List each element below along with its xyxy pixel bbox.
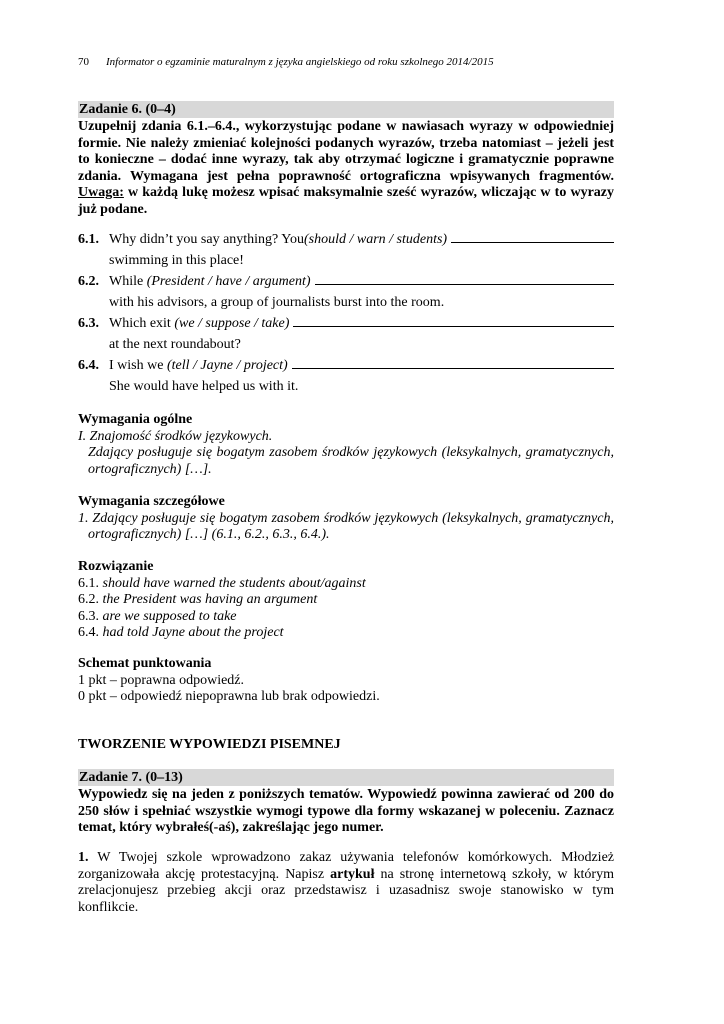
solution-answer: 6.3. are we supposed to take: [78, 608, 237, 624]
detailed-requirements: [78, 494, 614, 544]
answer-blank-6-2[interactable]: [315, 271, 614, 285]
item-hint: (should / warn / students): [303, 232, 448, 247]
page-number: 70: [78, 56, 89, 68]
item-hint: (President / have / argument): [146, 274, 311, 289]
item-continuation: She would have helped us with it.: [109, 379, 299, 394]
item-continuation: at the next roundabout?: [109, 337, 241, 352]
page-header: [78, 56, 494, 68]
scoring-line: 0 pkt – odpowiedź niepoprawna lub brak odpowiedzi.: [78, 689, 380, 704]
section-heading: TWORZENIE WYPOWIEDZI PISEMNEJ: [78, 737, 341, 752]
item-continuation: with his advisors, a group of journalists burst into the room.: [109, 295, 445, 310]
task6-title: Zadanie 6. (0–4): [78, 101, 614, 118]
item-hint: (tell / Jayne / project): [166, 358, 288, 373]
detailed-requirements-text: 1. Zdający posługuje się bogatym zasobem środków językowych (leksykalnych, gramatycznych, ortograficznych) […] (6.1., 6.2., 6.3., 6.4.).: [78, 510, 614, 542]
document-page: 70 Informator o egzaminie maturalnym z języka angielskiego od roku szkolnego 2014/2015 Zadanie 6. (0–4) Uzupełnij zdania 6.1.–6.4., wykorzystując podane w nawiasach wyrazy w odpowiedniej formie. Nie należy zmieniać kolejności podanych wyrazów, trzeba natomiast – jeżeli jest to konieczne – dodać inne wyrazy, tak aby otrzymać logiczne i gramatycznie poprawne zdania. Wymagana jest pełna poprawność ortograficzna wpisywanych fragmentów. Uwaga: w każdą lukę możesz wpisać maksymalnie sześć wyrazów, wliczając w to wyrazy już podane. 6.1. Why didn’t you say anything? You (should / warn / students) swimming in this place! 6.2. While (President / have / argument) with his advisors, a group of journalists burst into the room. 6.3. Which exit (we / suppose / take) at the next roundabout? 6.4. I wish we (tell / Jayne / project) She would have helped us with it. Wymagania ogólne I. Znajomość środków językowych. Zdający posługuje się bogatym zasobem środków językowych (leksykalnych, gramatycznych, ortograficznych) […]. Wymagania szczegółowe 1. Zdający posługuje się bogatym zasobem środków językowych (leksykalnych, gramatycznych, ortograficznych) […] (6.1., 6.2., 6.3., 6.4.). Rozwiązanie 6.1. should have warned the students about/against 6.2. the President was having an argument 6.3. are we supposed to take 6.4. had told Jayne about the project Schemat punktowania 1 pkt – poprawna odpowiedź. 0 pkt – odpowiedź niepoprawna lub brak odpowiedzi. TWORZENIE WYPOWIEDZI PISEMNEJ Zadanie 7. (0–13) Wypowiedz się na jeden z poniższych tematów. Wypowiedź powinna zawierać od 200 do 250 słów i spełniać wszystkie wymogi typowe dla formy wskazanej w poleceniu. Zaznacz temat, który wybrałeś(-aś), zakreślając jego numer. 1. W Twojej szkole wprowadzono zakaz używania telefonów komórkowych. Młodzież zorganizowała akcję protestacyjną. Napisz artykuł na stronę internetową szkoły, w którym zrelacjonujesz przebieg akcji oraz przedstawisz i uzasadnisz swoje stanowisko w tym konflikcie.: [78, 56, 614, 915]
task7-instruction: Wypowiedz się na jeden z poniższych tematów. Wypowiedź powinna zawierać od 200 do 250 słów i spełniać wszystkie wymogi typowe dla formy wskazanej w poleceniu. Zaznacz temat, który wybrałeś(-aś), zakreślając jego numer.: [78, 787, 614, 835]
solution-answer: 6.4. had told Jayne about the project: [78, 625, 284, 640]
item-label: 6.3.: [78, 316, 99, 331]
topic-number[interactable]: 1.: [78, 850, 89, 865]
scoring-line: 1 pkt – poprawna odpowiedź.: [78, 672, 245, 688]
item-label: 6.1.: [78, 232, 99, 247]
answer-blank-6-4[interactable]: [292, 355, 614, 369]
item-label: 6.2.: [78, 274, 99, 289]
scoring-section: [78, 656, 614, 706]
general-requirements: [78, 412, 614, 478]
item-hint: (we / suppose / take): [174, 316, 290, 331]
solution-heading: Rozwiązanie: [78, 559, 154, 574]
uwaga-label: Uwaga:: [78, 185, 124, 200]
answer-blank-6-1[interactable]: [451, 229, 614, 243]
header-title: Informator o egzaminie maturalnym z języka angielskiego od roku szkolnego 2014/2015: [106, 56, 494, 68]
general-requirements-line2: Zdający posługuje się bogatym zasobem środków językowych (leksykalnych, gramatycznych, ortograficznych) […].: [88, 445, 614, 477]
scoring-heading: Schemat punktowania: [78, 656, 212, 671]
detailed-requirements-heading: Wymagania szczegółowe: [78, 494, 225, 509]
item-continuation: swimming in this place!: [109, 253, 244, 268]
solution-answer: 6.2. the President was having an argument: [78, 592, 318, 607]
general-requirements-line1: I. Znajomość środków językowych.: [78, 428, 273, 444]
task7-title: Zadanie 7. (0–13): [78, 769, 614, 786]
answer-blank-6-3[interactable]: [293, 313, 614, 327]
task6-instruction: Uzupełnij zdania 6.1.–6.4., wykorzystując podane w nawiasach wyrazy w odpowiedniej formie. Nie należy zmieniać kolejności podanych wyrazów, trzeba natomiast – jeżeli jest to konieczne – dodać inne wyrazy, tak aby otrzymać logiczne i gramatycznie poprawne zdania. Wymagana jest pełna poprawność ortograficzna wpisywanych fragmentów. Uwaga: w każdą lukę możesz wpisać maksymalnie sześć wyrazów, wliczając w to wyrazy już podane.: [78, 119, 614, 217]
item-label: 6.4.: [78, 358, 99, 373]
solution-answer: 6.1. should have warned the students about/against: [78, 575, 366, 591]
general-requirements-heading: Wymagania ogólne: [78, 412, 193, 427]
solution-section: [78, 559, 614, 642]
topic-1[interactable]: 1. W Twojej szkole wprowadzono zakaz używania telefonów komórkowych. Młodzież zorganizowała akcję protestacyjną. Napisz artykuł na stronę internetową szkoły, w którym zrelacjonujesz przebieg akcji oraz przedstawisz i uzasadnisz swoje stanowisko w tym konflikcie.: [78, 850, 614, 915]
